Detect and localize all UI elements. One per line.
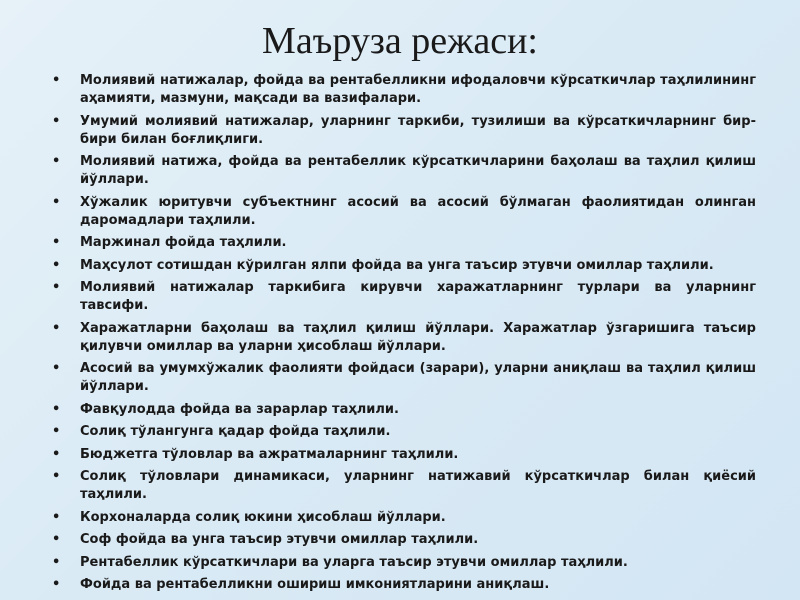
bullet-text: Умумий молиявий натижалар, уларнинг таркиби, тузилиши ва кўрсаткичларнинг бир-бири билан боғлиқлиги. — [80, 113, 756, 147]
bullet-item — [48, 153, 756, 189]
bullet-dot-icon: • — [52, 509, 61, 525]
bullet-dot-icon: • — [52, 280, 61, 295]
bullet-text: Молиявий натижа, фойда ва рентабеллик кўрсаткичларини баҳолаш ва таҳлил қилиш йўллари. — [80, 154, 756, 187]
bullet-dot-icon: • — [52, 446, 61, 462]
bullet-dot-icon: • — [52, 113, 61, 129]
bullet-dot-icon: • — [52, 577, 61, 592]
bullet-dot-icon: • — [52, 424, 61, 439]
bullet-dot-icon: • — [52, 73, 61, 88]
bullet-text: Маржинал фойда таҳлили. — [80, 235, 287, 250]
bullet-item — [48, 279, 756, 315]
bullet-dot-icon: • — [52, 320, 61, 336]
bullet-item — [48, 234, 756, 252]
bullet-item — [48, 576, 756, 594]
bullet-item — [48, 446, 756, 464]
bullet-item — [48, 468, 756, 504]
bullet-text: Маҳсулот сотишдан кўрилган ялпи фойда ва унга таъсир этувчи омиллар таҳлили. — [80, 257, 714, 273]
bullet-item — [48, 257, 756, 275]
slide-title: Маъруза режаси: — [262, 20, 538, 62]
bullet-item — [48, 72, 756, 108]
bullet-dot-icon: • — [52, 257, 61, 273]
bullet-text: Рентабеллик кўрсаткичлари ва уларга таъсир этувчи омиллар таҳлили. — [80, 554, 628, 570]
bullet-text: Хўжалик юритувчи субъектнинг асосий ва асосий бўлмаган фаолиятидан олинган даромадлари таҳлили. — [80, 194, 756, 228]
bullet-item — [48, 320, 756, 356]
bullet-text: Бюджетга тўловлар ва ажратмаларнинг таҳлили. — [80, 446, 459, 462]
bullet-text: Соф фойда ва унга таъсир этувчи омиллар таҳлили. — [80, 532, 479, 547]
bullet-item — [48, 401, 756, 419]
bullet-text: Фавқулодда фойда ва зарарлар таҳлили. — [80, 401, 399, 417]
bullet-text: Солиқ тўлангунга қадар фойда таҳлили. — [80, 424, 391, 439]
bullet-list — [48, 72, 756, 599]
bullet-text: Молиявий натижалар таркибига кирувчи харажатларнинг турлари ва уларнинг тавсифи. — [80, 280, 756, 313]
bullet-item — [48, 360, 756, 396]
bullet-text: Солиқ тўловлари динамикаси, уларнинг натижавий кўрсаткичлар билан қиёсий таҳлили. — [80, 469, 756, 502]
bullet-dot-icon: • — [52, 154, 61, 169]
bullet-dot-icon: • — [52, 469, 61, 484]
bullet-text: Молиявий натижалар, фойда ва рентабелликни ифодаловчи кўрсаткичлар таҳлилининг аҳамияти, мазмуни, мақсади ва вазифалари. — [80, 73, 756, 106]
bullet-item — [48, 423, 756, 441]
bullet-dot-icon: • — [52, 401, 61, 417]
bullet-dot-icon: • — [52, 554, 61, 570]
bullet-item — [48, 531, 756, 549]
bullet-dot-icon: • — [52, 361, 61, 376]
bullet-text: Корхоналарда солиқ юкини ҳисоблаш йўллари. — [80, 509, 446, 525]
bullet-item — [48, 554, 756, 572]
bullet-dot-icon: • — [52, 532, 61, 547]
bullet-item — [48, 113, 756, 149]
bullet-text: Харажатларни баҳолаш ва таҳлил қилиш йўллари. Харажатлар ўзгаришига таъсир қилувчи омиллар ва уларни ҳисоблаш йўллари. — [80, 320, 756, 354]
bullet-dot-icon: • — [52, 194, 61, 210]
bullet-item — [48, 509, 756, 527]
bullet-dot-icon: • — [52, 235, 61, 250]
bullet-text: Фойда ва рентабелликни ошириш имкониятларини аниқлаш. — [80, 577, 550, 592]
bullet-item — [48, 194, 756, 230]
bullet-text: Асосий ва умумхўжалик фаолияти фойдаси (зарари), уларни аниқлаш ва таҳлил қилиш йўллари. — [80, 361, 756, 394]
